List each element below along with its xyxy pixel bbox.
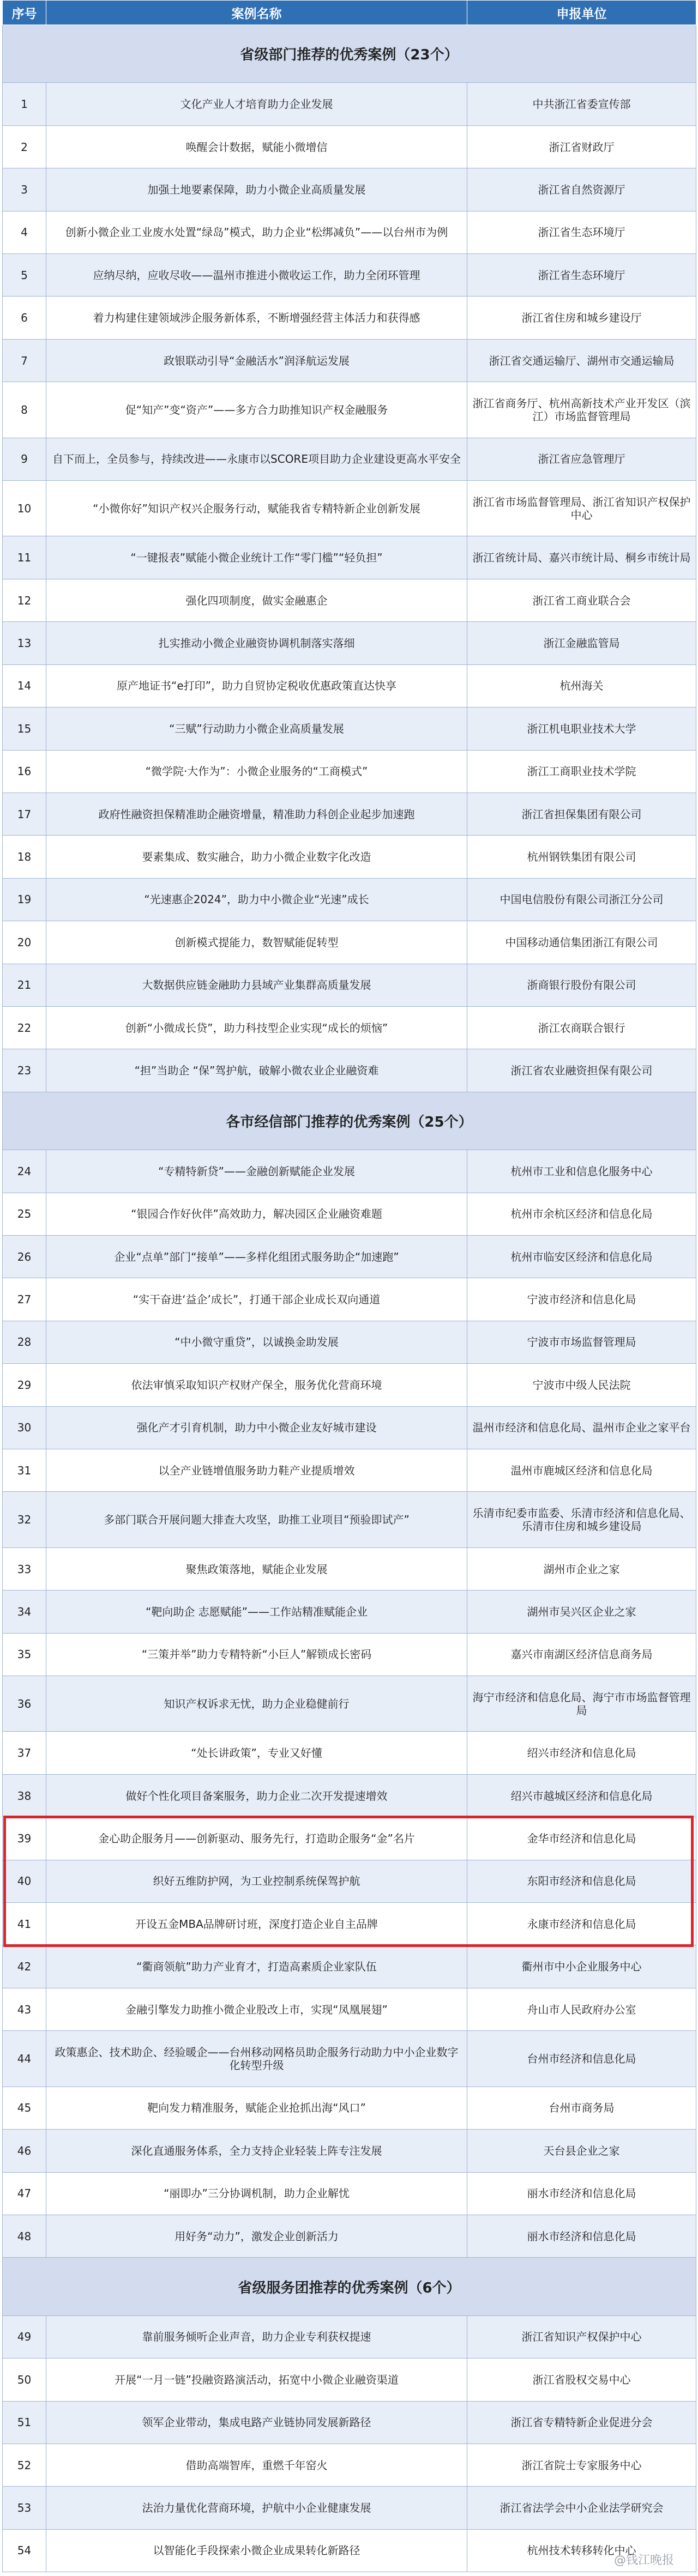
table-row <box>3 921 696 964</box>
cell-unit: 衢州市中小企业服务中心 <box>467 1945 696 1988</box>
cell-no: 25 <box>3 1193 46 1235</box>
table-row <box>3 1732 696 1774</box>
cell-name: 靶向发力精准服务，赋能企业抢抓出海“风口” <box>46 2087 467 2129</box>
cell-name: 应纳尽纳，应收尽收——温州市推进小微收运工作，助力全闭环管理 <box>46 254 467 297</box>
cell-name: 以全产业链增值服务助力鞋产业提质增效 <box>46 1449 467 1492</box>
cell-no: 5 <box>3 254 46 297</box>
cell-name: 金融引擎发力助推小微企业股改上市，实现“凤凰展翅” <box>46 1988 467 2030</box>
table-row <box>3 1676 696 1732</box>
cell-name: 织好五维防护网，为工业控制系统保驾护航 <box>46 1860 467 1902</box>
cell-name: 创新模式提能力，数智赋能促转型 <box>46 921 467 964</box>
cell-unit: 浙江省交通运输厅、湖州市交通运输局 <box>467 339 696 382</box>
cell-no: 1 <box>3 83 46 125</box>
table-row <box>3 1278 696 1321</box>
table-row <box>3 339 696 382</box>
cell-name: “专精特新贷”——金融创新赋能企业发展 <box>46 1150 467 1193</box>
cell-no: 54 <box>3 2529 46 2572</box>
cell-name: “小微你好”知识产权兴企服务行动，赋能我省专精特新企业创新发展 <box>46 481 467 536</box>
cell-unit: 浙江省专精特新企业促进分会 <box>467 2401 696 2444</box>
watermark: @钱江晚报 <box>613 2554 674 2568</box>
table-row <box>3 1774 696 1817</box>
table-row <box>3 1903 696 1945</box>
cell-unit: 丽水市经济和信息化局 <box>467 2172 696 2215</box>
cell-name: “微学院·大作为”：小微企业服务的“工商模式” <box>46 750 467 793</box>
cell-unit: 宁波市市场监督管理局 <box>467 1321 696 1363</box>
cell-no: 10 <box>3 481 46 536</box>
cell-unit: 舟山市人民政府办公室 <box>467 1988 696 2030</box>
cell-name: 创新“小微成长贷”，助力科技型企业实现“成长的烦恼” <box>46 1006 467 1049</box>
cell-no: 11 <box>3 536 46 579</box>
table-row <box>3 83 696 125</box>
cell-name: “中小微守重贷”，以诚换金助发展 <box>46 1321 467 1363</box>
table-row <box>3 2529 696 2572</box>
cell-unit: 浙江省担保集团有限公司 <box>467 793 696 835</box>
cell-no: 17 <box>3 793 46 835</box>
cell-no: 43 <box>3 1988 46 2030</box>
table-row <box>3 1945 696 1988</box>
cell-unit: 浙江机电职业技术大学 <box>467 708 696 750</box>
cell-no: 42 <box>3 1945 46 1988</box>
table-row <box>3 2130 696 2172</box>
cell-no: 39 <box>3 1817 46 1860</box>
table-row <box>3 664 696 707</box>
table-row <box>3 1006 696 1049</box>
cell-unit: 东阳市经济和信息化局 <box>467 1860 696 1902</box>
cell-name: “光速惠企2024”，助力中小微企业“光速”成长 <box>46 878 467 921</box>
section-title: 省级服务团推荐的优秀案例（6个） <box>3 2258 696 2315</box>
cell-unit: 杭州海关 <box>467 664 696 707</box>
cell-no: 32 <box>3 1492 46 1547</box>
cell-no: 26 <box>3 1235 46 1278</box>
table-row <box>3 622 696 664</box>
cell-name: 强化四项制度，做实金融惠企 <box>46 579 467 621</box>
cell-no: 44 <box>3 2031 46 2087</box>
cell-unit: 绍兴市经济和信息化局 <box>467 1732 696 1774</box>
cell-unit: 浙江省股权交易中心 <box>467 2359 696 2401</box>
cell-name: 政策惠企、技术助企、经验暖企——台州移动网格员助企服务行动助力中小企业数字化转型升级 <box>46 2031 467 2087</box>
cell-no: 33 <box>3 1547 46 1590</box>
table-row <box>3 1449 696 1492</box>
cell-name: 创新小微企业工业废水处置“绿岛”模式，助力企业“松绑减负”——以台州市为例 <box>46 211 467 253</box>
cell-name: 依法审慎采取知识产权财产保全，服务优化营商环境 <box>46 1364 467 1406</box>
table-row <box>3 481 696 536</box>
table-row <box>3 297 696 339</box>
table-row <box>3 878 696 921</box>
table-row <box>3 2315 696 2358</box>
cell-no: 20 <box>3 921 46 964</box>
cell-no: 27 <box>3 1278 46 1321</box>
cell-unit: 宁波市中级人民法院 <box>467 1364 696 1406</box>
cell-no: 9 <box>3 438 46 480</box>
table-row <box>3 750 696 793</box>
section-header <box>3 1092 696 1150</box>
cell-no: 36 <box>3 1676 46 1732</box>
cell-unit: 丽水市经济和信息化局 <box>467 2215 696 2257</box>
cell-name: 自下而上，全员参与，持续改进——永康市以SCORE项目助力企业建设更高水平安全 <box>46 438 467 480</box>
table-row <box>3 1817 696 1860</box>
cell-name: 深化直通服务体系，全力支持企业轻装上阵专注发展 <box>46 2130 467 2172</box>
cell-no: 49 <box>3 2315 46 2358</box>
cell-unit: 温州市经济和信息化局、温州市企业之家平台 <box>467 1406 696 1449</box>
cell-unit: 绍兴市越城区经济和信息化局 <box>467 1774 696 1817</box>
cell-unit: 浙江省知识产权保护中心 <box>467 2315 696 2358</box>
cell-no: 41 <box>3 1903 46 1945</box>
cell-name: “一键报表”赋能小微企业统计工作“零门槛”“轻负担” <box>46 536 467 579</box>
table-row <box>3 2359 696 2401</box>
cell-no: 16 <box>3 750 46 793</box>
cell-unit: 浙江省统计局、嘉兴市统计局、桐乡市统计局 <box>467 536 696 579</box>
table-row <box>3 211 696 253</box>
cell-name: 以智能化手段探索小微企业成果转化新路径 <box>46 2529 467 2572</box>
table-header <box>3 1 696 25</box>
cell-name: 法治力量优化营商环境，护航中小企业健康发展 <box>46 2487 467 2529</box>
cell-name: 企业“点单”部门“接单”——多样化组团式服务助企“加速跑” <box>46 1235 467 1278</box>
table-row <box>3 1049 696 1092</box>
cell-unit: 浙江省生态环境厅 <box>467 211 696 253</box>
cell-unit: 杭州技术转移转化中心 <box>467 2529 696 2572</box>
cell-name: 做好个性化项目备案服务，助力企业二次开发提速增效 <box>46 1774 467 1817</box>
cell-no: 19 <box>3 878 46 921</box>
cell-unit: 杭州市余杭区经济和信息化局 <box>467 1193 696 1235</box>
cell-name: 用好务“动力”，激发企业创新活力 <box>46 2215 467 2257</box>
cell-unit: 海宁市经济和信息化局、海宁市市场监督管理局 <box>467 1676 696 1732</box>
section-title: 省级部门推荐的优秀案例（23个） <box>3 25 696 83</box>
cell-name: 借助高端智库，重燃千年窑火 <box>46 2444 467 2486</box>
cell-unit: 浙江省生态环境厅 <box>467 254 696 297</box>
table-row <box>3 964 696 1006</box>
cell-unit: 中共浙江省委宣传部 <box>467 83 696 125</box>
cell-no: 30 <box>3 1406 46 1449</box>
table-row <box>3 1193 696 1235</box>
cell-name: “实干奋进‘益企’成长”，打通干部企业成长双向通道 <box>46 1278 467 1321</box>
cell-unit: 中国移动通信集团浙江有限公司 <box>467 921 696 964</box>
cell-unit: 浙江省财政厅 <box>467 125 696 168</box>
cell-name: “担”当助企 “保”驾护航，破解小微农业企业融资难 <box>46 1049 467 1092</box>
table-row <box>3 2444 696 2486</box>
cell-unit: 浙江工商职业技术学院 <box>467 750 696 793</box>
table-row <box>3 1150 696 1193</box>
cell-name: “处长讲政策”，专业又好懂 <box>46 1732 467 1774</box>
section-title: 各市经信部门推荐的优秀案例（25个） <box>3 1092 696 1150</box>
cell-unit: 杭州钢铁集团有限公司 <box>467 836 696 878</box>
table-row <box>3 1364 696 1406</box>
cases-table-wrapper <box>2 0 696 2572</box>
cell-unit: 台州市商务局 <box>467 2087 696 2129</box>
cell-name: 领军企业带动，集成电路产业链协同发展新路径 <box>46 2401 467 2444</box>
table-row <box>3 254 696 297</box>
cell-unit: 浙江省工商业联合会 <box>467 579 696 621</box>
cases-table <box>2 0 696 2572</box>
cell-no: 24 <box>3 1150 46 1193</box>
cell-no: 35 <box>3 1633 46 1676</box>
cell-no: 52 <box>3 2444 46 2486</box>
table-row <box>3 2401 696 2444</box>
cell-name: 大数据供应链金融助力县域产业集群高质量发展 <box>46 964 467 1006</box>
cell-no: 21 <box>3 964 46 1006</box>
cell-name: “衢商领航”助力产业育才，打造高素质企业家队伍 <box>46 1945 467 1988</box>
table-row <box>3 2487 696 2529</box>
cell-unit: 中国电信股份有限公司浙江分公司 <box>467 878 696 921</box>
table-row <box>3 536 696 579</box>
cell-unit: 浙江省法学会中小企业法学研究会 <box>467 2487 696 2529</box>
table-row <box>3 125 696 168</box>
cell-unit: 湖州市企业之家 <box>467 1547 696 1590</box>
table-row <box>3 168 696 211</box>
cell-no: 14 <box>3 664 46 707</box>
cell-unit: 浙江省农业融资担保有限公司 <box>467 1049 696 1092</box>
cell-unit: 杭州市临安区经济和信息化局 <box>467 1235 696 1278</box>
cell-name: “三策并举”助力专精特新“小巨人”解锁成长密码 <box>46 1633 467 1676</box>
cell-name: “靶向助企 志愿赋能”——工作站精准赋能企业 <box>46 1591 467 1633</box>
cell-no: 51 <box>3 2401 46 2444</box>
table-body <box>3 25 696 2572</box>
table-row <box>3 2031 696 2087</box>
cell-unit: 嘉兴市南湖区经济信息商务局 <box>467 1633 696 1676</box>
cell-unit: 宁波市经济和信息化局 <box>467 1278 696 1321</box>
table-row <box>3 382 696 438</box>
cell-no: 28 <box>3 1321 46 1363</box>
table-row <box>3 1321 696 1363</box>
cell-no: 7 <box>3 339 46 382</box>
cell-unit: 乐清市纪委市监委、乐清市经济和信息化局、乐清市住房和城乡建设局 <box>467 1492 696 1547</box>
cell-name: “三赋”行动助力小微企业高质量发展 <box>46 708 467 750</box>
cell-unit: 浙江农商联合银行 <box>467 1006 696 1049</box>
cell-name: 强化产才引育机制，助力中小微企业友好城市建设 <box>46 1406 467 1449</box>
cell-name: “银园合作好伙伴”高效助力，解决园区企业融资难题 <box>46 1193 467 1235</box>
cell-no: 48 <box>3 2215 46 2257</box>
cell-name: 原产地证书“e打印”，助力自贸协定税收优惠政策直达快享 <box>46 664 467 707</box>
cell-unit: 天台县企业之家 <box>467 2130 696 2172</box>
cell-unit: 浙江省商务厅、杭州高新技术产业开发区（滨江）市场监督管理局 <box>467 382 696 438</box>
table-row <box>3 579 696 621</box>
table-row <box>3 438 696 480</box>
section-header <box>3 25 696 83</box>
cell-no: 15 <box>3 708 46 750</box>
cell-no: 18 <box>3 836 46 878</box>
cell-unit: 浙商银行股份有限公司 <box>467 964 696 1006</box>
cell-name: 促“知产”变“资产”——多方合力助推知识产权金融服务 <box>46 382 467 438</box>
cell-no: 53 <box>3 2487 46 2529</box>
cell-unit: 浙江省应急管理厅 <box>467 438 696 480</box>
section-header <box>3 2258 696 2315</box>
table-row <box>3 836 696 878</box>
cell-no: 29 <box>3 1364 46 1406</box>
cell-unit: 温州市鹿城区经济和信息化局 <box>467 1449 696 1492</box>
col-header-unit: 申报单位 <box>467 1 696 25</box>
cell-name: 聚焦政策落地，赋能企业发展 <box>46 1547 467 1590</box>
table-row <box>3 793 696 835</box>
cell-name: 扎实推动小微企业融资协调机制落实落细 <box>46 622 467 664</box>
cell-no: 3 <box>3 168 46 211</box>
cell-unit: 永康市经济和信息化局 <box>467 1903 696 1945</box>
cell-no: 2 <box>3 125 46 168</box>
cell-no: 45 <box>3 2087 46 2129</box>
cell-unit: 浙江省住房和城乡建设厅 <box>467 297 696 339</box>
cell-no: 13 <box>3 622 46 664</box>
cell-name: 金心助企服务月——创新驱动、服务先行，打造助企服务“金”名片 <box>46 1817 467 1860</box>
cell-unit: 浙江省院士专家服务中心 <box>467 2444 696 2486</box>
table-row <box>3 1860 696 1902</box>
cell-name: 靠前服务倾听企业声音，助力企业专利获权提速 <box>46 2315 467 2358</box>
table-row <box>3 1988 696 2030</box>
cell-name: 政银联动引导“金融活水”润泽航运发展 <box>46 339 467 382</box>
cell-no: 31 <box>3 1449 46 1492</box>
table-row <box>3 2215 696 2257</box>
cell-no: 4 <box>3 211 46 253</box>
cell-name: 着力构建住建领域涉企服务新体系，不断增强经营主体活力和获得感 <box>46 297 467 339</box>
cell-no: 34 <box>3 1591 46 1633</box>
table-row <box>3 1492 696 1547</box>
cell-no: 50 <box>3 2359 46 2401</box>
cell-name: 多部门联合开展问题大排查大攻坚，助推工业项目“预验即试产” <box>46 1492 467 1547</box>
cell-unit: 金华市经济和信息化局 <box>467 1817 696 1860</box>
table-row <box>3 1547 696 1590</box>
cell-name: 开设五金MBA品牌研讨班，深度打造企业自主品牌 <box>46 1903 467 1945</box>
cell-no: 6 <box>3 297 46 339</box>
cell-no: 40 <box>3 1860 46 1902</box>
table-row <box>3 1591 696 1633</box>
table-row <box>3 1633 696 1676</box>
cell-name: 政府性融资担保精准助企融资增量，精准助力科创企业起步加速跑 <box>46 793 467 835</box>
col-header-name: 案例名称 <box>46 1 467 25</box>
table-row <box>3 1406 696 1449</box>
col-header-no: 序号 <box>3 1 46 25</box>
cell-name: 知识产权诉求无忧，助力企业稳健前行 <box>46 1676 467 1732</box>
cell-no: 46 <box>3 2130 46 2172</box>
cell-unit: 浙江省自然资源厅 <box>467 168 696 211</box>
table-row <box>3 1235 696 1278</box>
cell-name: “丽即办”三分协调机制，助力企业解忧 <box>46 2172 467 2215</box>
cell-unit: 浙江金融监管局 <box>467 622 696 664</box>
cell-unit: 台州市经济和信息化局 <box>467 2031 696 2087</box>
cell-unit: 杭州市工业和信息化服务中心 <box>467 1150 696 1193</box>
table-row <box>3 2172 696 2215</box>
cell-name: 开展“一月一链”投融资路演活动，拓宽中小微企业融资渠道 <box>46 2359 467 2401</box>
cell-no: 38 <box>3 1774 46 1817</box>
cell-no: 22 <box>3 1006 46 1049</box>
cell-name: 要素集成、数实融合，助力小微企业数字化改造 <box>46 836 467 878</box>
cell-no: 8 <box>3 382 46 438</box>
cell-no: 23 <box>3 1049 46 1092</box>
cell-unit: 浙江省市场监督管理局、浙江省知识产权保护中心 <box>467 481 696 536</box>
cell-no: 12 <box>3 579 46 621</box>
cell-name: 文化产业人才培育助力企业发展 <box>46 83 467 125</box>
cell-unit: 湖州市吴兴区企业之家 <box>467 1591 696 1633</box>
cell-name: 唤醒会计数据，赋能小微增信 <box>46 125 467 168</box>
cell-no: 47 <box>3 2172 46 2215</box>
table-row <box>3 708 696 750</box>
cell-name: 加强土地要素保障，助力小微企业高质量发展 <box>46 168 467 211</box>
cell-no: 37 <box>3 1732 46 1774</box>
table-row <box>3 2087 696 2129</box>
